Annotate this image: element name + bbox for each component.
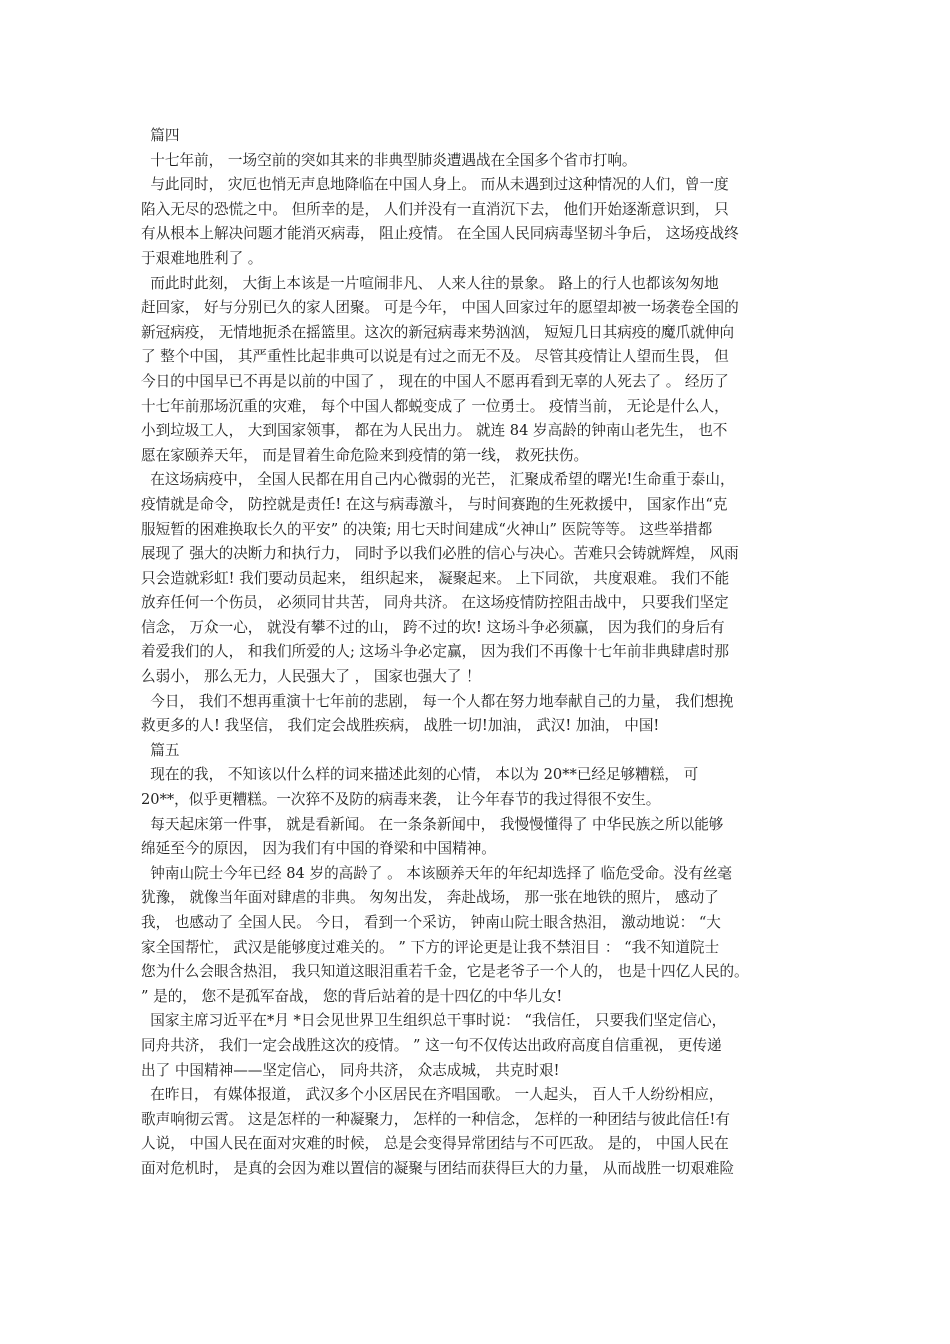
text-line: 我， 也感动了 全国人民。 今日， 看到一个采访， 钟南山院士眼含热泪， 激动地说： “大 bbox=[141, 914, 721, 931]
text-line: 有从根本上解决问题才能消灭病毒， 阻止疫情。 在全国人民同病毒坚韧斗争后， 这场疫战终 bbox=[141, 225, 739, 243]
document-body bbox=[141, 124, 811, 1182]
text-line: 今日的中国早已不再是以前的中国了 ， 现在的中国人不愿再看到无辜的人死去了 。 经历了 bbox=[141, 372, 729, 390]
text-line: 于艰难地胜利了 。 bbox=[141, 249, 263, 267]
text-line: 绵延至今的原因， 因为我们有中国的脊梁和中国精神。 bbox=[141, 840, 496, 858]
text-line: 今日， 我们不想再重演十七年前的悲剧， 每一个人都在努力地奉献自己的力量， 我们想挽 bbox=[141, 692, 734, 710]
text-line: 愿在家颐养天年， 而是冒着生命危险来到疫情的第一线， 救死扶伤。 bbox=[141, 446, 589, 464]
text-line: 同舟共济， 我们一定会战胜这次的疫情。 ” 这一句不仅传达出政府高度自信重视， 更传递 bbox=[141, 1036, 722, 1054]
text-line: 小到垃圾工人， 大到国家领事， 都在为人民出力。 就连 84 岁高龄的钟南山老先生， 也不 bbox=[141, 422, 728, 440]
text-line: 救更多的人! 我坚信， 我们定会战胜疾病， 战胜一切!加油， 武汉! 加油， 中国! bbox=[141, 717, 660, 735]
text-line: 与此同时， 灾厄也悄无声息地降临在中国人身上。 而从未遇到过这种情况的人们，曾一度 bbox=[141, 176, 729, 194]
text-line: 现在的我， 不知该以什么样的词来描述此刻的心情， 本以为 20**已经足够糟糕， 可 bbox=[141, 766, 699, 784]
text-line: 钟南山院士今年已经 84 岁的高龄了 。 本该颐养天年的年纪却选择了 临危受命。没有丝毫 bbox=[141, 864, 733, 882]
text-line: 20**，似乎更糟糕。一次猝不及防的病毒来袭， 让今年春节的我过得很不安生。 bbox=[141, 791, 661, 809]
text-line: 只会造就彩虹! 我们要动员起来， 组织起来， 凝聚起来。 上下同欲， 共度艰难。 我们不能 bbox=[141, 569, 730, 587]
text-line: 面对危机时， 是真的会因为难以置信的凝聚与团结而获得巨大的力量， 从而战胜一切艰难险 bbox=[141, 1159, 735, 1177]
text-line: 国家主席习近平在*月 *日会见世界卫生组织总干事时说： “我信任， 只要我们坚定信心， bbox=[141, 1012, 727, 1030]
text-line: 服短暂的困难换取长久的平安” 的决策; 用七天时间建成“火神山” 医院等等。 这些举措都 bbox=[141, 520, 713, 538]
text-line: 十七年前， 一场空前的突如其来的非典型肺炎遭遇战在全国多个省市打响。 bbox=[141, 151, 637, 169]
text-line: 在这场病疫中， 全国人民都在用自己内心微弱的光芒， 汇聚成希望的曙光!生命重于泰山， bbox=[141, 471, 735, 489]
text-line: 篇五 bbox=[141, 741, 180, 759]
text-line: 每天起床第一件事， 就是看新闻。 在一条条新闻中， 我慢慢懂得了 中华民族之所以能够 bbox=[141, 815, 724, 833]
text-line: 人说， 中国人民在面对灾难的时候， 总是会变得异常团结与不可匹敌。 是的， 中国人民在 bbox=[141, 1135, 729, 1153]
text-line: 歌声响彻云霄。 这是怎样的一种凝聚力， 怎样的一种信念， 怎样的一种团结与彼此信任!有 bbox=[141, 1110, 730, 1128]
text-line: 出了 中国精神——坚定信心， 同舟共济， 众志成城， 共克时艰! bbox=[141, 1061, 560, 1079]
text-line: 了 整个中国， 其严重性比起非典可以说是有过之而无不及。 尽管其疫情让人望而生畏， 但 bbox=[141, 348, 729, 366]
text-line: 新冠病疫， 无情地扼杀在摇篮里。这次的新冠病毒来势汹汹， 短短几日其病疫的魔爪就伸向 bbox=[141, 323, 735, 341]
text-line: 而此时此刻， 大街上本该是一片喧闹非凡、 人来人往的景象。 路上的行人也都该匆匆地 bbox=[141, 274, 719, 292]
text-line: 篇四 bbox=[141, 127, 180, 144]
text-line: 信念， 万众一心， 就没有攀不过的山， 跨不过的坎! 这场斗争必须赢， 因为我们的身后有 bbox=[141, 618, 725, 636]
text-line: 家全国帮忙， 武汉是能够度过难关的。 ” 下方的评论更是让我不禁泪目 ： “我不知道院士 bbox=[141, 938, 720, 956]
text-line: 么弱小， 那么无力，人民强大了 ， 国家也强大了 ！ bbox=[141, 668, 481, 686]
text-line: 十七年前那场沉重的灾难， 每个中国人都蜕变成了 一位勇士。 疫情当前， 无论是什么人， bbox=[141, 397, 729, 415]
text-line: 陷入无尽的恐慌之中。 但所幸的是， 人们并没有一直消沉下去， 他们开始逐渐意识到， 只 bbox=[141, 200, 729, 218]
text-line: ” 是的， 您不是孤军奋战， 您的背后站着的是十四亿的中华儿女! bbox=[141, 987, 563, 1005]
text-line: 放弃任何一个伤员， 必须同甘共苦， 同舟共济。 在这场疫情防控阻击战中， 只要我们坚定 bbox=[141, 594, 729, 612]
text-line: 展现了 强大的决断力和执行力， 同时予以我们必胜的信心与决心。苦难只会铸就辉煌， 风雨 bbox=[141, 545, 739, 563]
text-line: 在昨日， 有媒体报道， 武汉多个小区居民在齐唱国歌。 一人起头， 百人千人纷纷相应， bbox=[141, 1086, 724, 1104]
text-line: 着爱我们的人， 和我们所爱的人; 这场斗争必定赢， 因为我们不再像十七年前非典肆虐时那 bbox=[141, 643, 729, 661]
text-line: 疫情就是命令， 防控就是责任! 在这与病毒激斗， 与时间赛跑的生死救援中， 国家作出“克 bbox=[141, 495, 728, 513]
text-line: 赶回家， 好与分别已久的家人团聚。 可是今年， 中国人回家过年的愿望却被一场袭卷全国的 bbox=[141, 299, 739, 317]
text-line: 犹豫， 就像当年面对肆虐的非典。 匆匆出发， 奔赴战场， 那一张在地铁的照片， 感动了 bbox=[141, 889, 719, 907]
text-line: 您为什么会眼含热泪， 我只知道这眼泪重若千金，它是老爷子一个人的， 也是十四亿人民的。 bbox=[141, 963, 749, 981]
